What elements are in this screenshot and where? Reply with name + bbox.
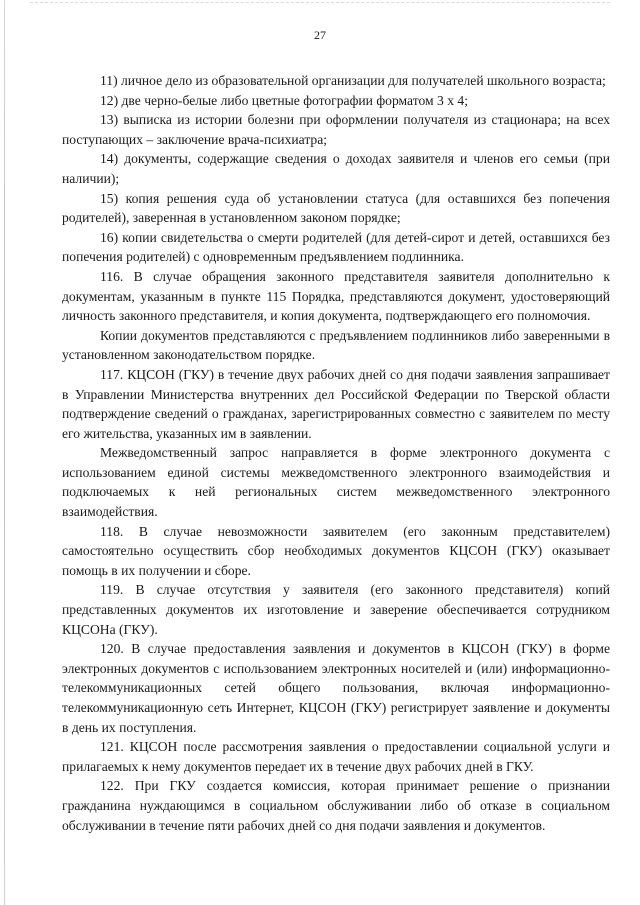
scan-edge-shadow bbox=[4, 0, 5, 905]
paragraph-item-15: 15) копия решения суда об установлении статуса (для оставшихся без попечения родителей), заверенная в установленном законом порядке; bbox=[62, 190, 610, 226]
paragraph-117: 117. КЦСОН (ГКУ) в течение двух рабочих дней со дня подачи заявления запрашивает в Управлении Министерства внутренних дел Российской Федерации по Тверской области подтверждение сведений о гражданах, зарегистрированных совместно с заявителем по месту его жительства, указанных им в заявлении. bbox=[62, 366, 610, 441]
paragraph-copies: Копии документов представляются с предъявлением подлинников либо заверенными в установленном законодательством порядке. bbox=[62, 327, 610, 363]
paragraph-120: 120. В случае предоставления заявления и документов в КЦСОН (ГКУ) в форме электронных документов с использованием электронных носителей и (или) информационно-телекоммуникационных сетей общего пользования, включая информационно-телекоммуникационную сеть Интернет, КЦСОН (ГКУ) регистрирует заявление и документы в день их поступления. bbox=[62, 641, 610, 735]
page-number: 27 bbox=[314, 28, 326, 42]
paragraph-item-12: 12) две черно-белые либо цветные фотографии форматом 3 х 4; bbox=[100, 92, 468, 108]
paragraph-item-16: 16) копии свидетельства о смерти родителей (для детей-сирот и детей, оставшихся без попечения родителей) с одновременным предъявлением подлинника. bbox=[62, 229, 610, 265]
paragraph-119: 119. В случае отсутствия у заявителя (его законного представителя) копий представленных документов их изготовление и заверение обеспечивается сотрудником КЦСОНа (ГКУ). bbox=[62, 582, 610, 637]
paragraph-122: 122. При ГКУ создается комиссия, которая принимает решение о признании гражданина нуждающимся в социальном обслуживании либо об отказе в социальном обслуживании в течение пяти рабочих дней со дня подачи заявления и документов. bbox=[62, 778, 610, 833]
paragraph-item-14: 14) документы, содержащие сведения о доходах заявителя и членов его семьи (при наличии); bbox=[62, 151, 610, 186]
paragraph-item-11: 11) личное дело из образовательной организации для получателей школьного возраста; bbox=[100, 73, 606, 88]
paragraph-121: 121. КЦСОН после рассмотрения заявления о предоставлении социальной услуги и прилагаемых к нему документов передает их в течение двух рабочих дней в ГКУ. bbox=[62, 739, 610, 774]
paragraph-interagency-request: Межведомственный запрос направляется в форме электронного документа с использованием единой системы межведомственного электронного взаимодействия и подключаемых к ней региональных систем межведомственного электронного взаимодействия. bbox=[62, 445, 610, 520]
paragraph-116: 116. В случае обращения законного представителя заявителя дополнительно к документам, указанным в пункте 115 Порядка, представляются документ, удостоверяющий личность законного представителя, и копия документа, подтверждающего его полномочия. bbox=[62, 268, 610, 324]
document-body bbox=[62, 71, 610, 835]
paragraph-118: 118. В случае невозможности заявителем (его законным представителем) самостоятельно осуществить сбор необходимых документов КЦСОН (ГКУ) оказывает помощь в их получении и сборе. bbox=[62, 523, 610, 578]
scan-top-noise bbox=[30, 2, 610, 7]
paragraph-item-13: 13) выписка из истории болезни при оформлении получателя из стационара; на всех поступающих – заключение врача-психиатра; bbox=[62, 112, 610, 147]
